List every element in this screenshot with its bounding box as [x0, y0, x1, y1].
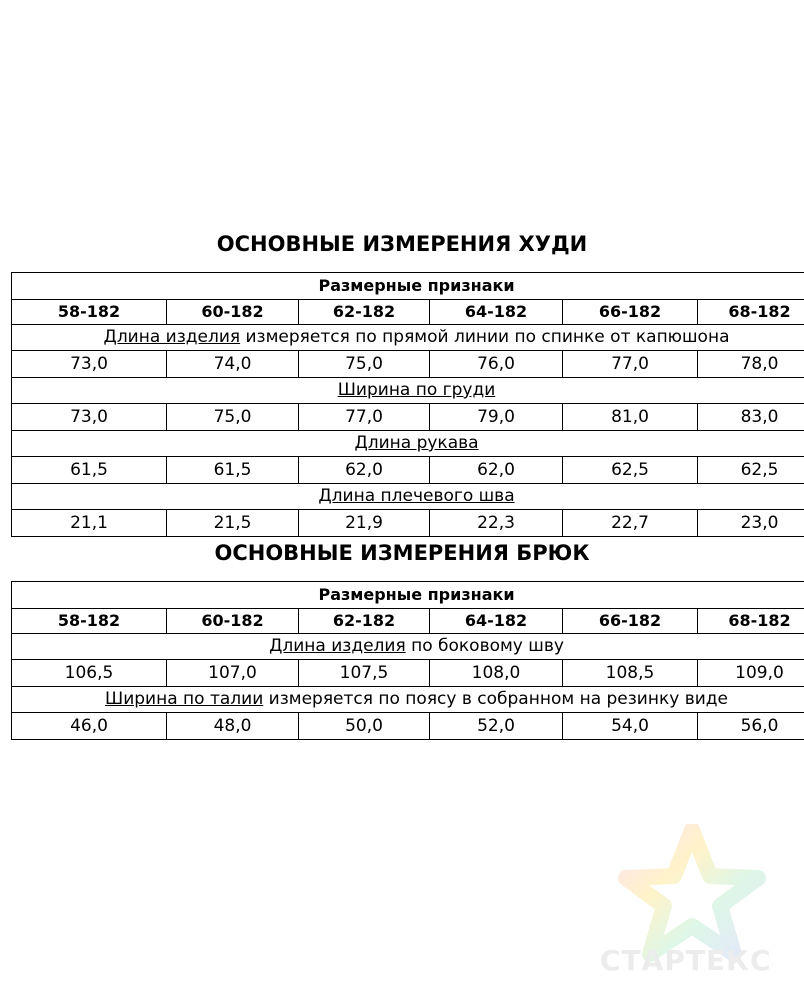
- value-cell: 109,0: [698, 660, 804, 687]
- value-cell: 21,5: [167, 510, 299, 537]
- measurement-description: измеряется по прямой линии по спинке от капюшона: [240, 327, 730, 347]
- value-cell: 107,0: [167, 660, 299, 687]
- values-row: [12, 713, 804, 740]
- values-row: [12, 510, 804, 537]
- value-cell: 48,0: [167, 713, 299, 740]
- header-row: [12, 273, 804, 300]
- value-cell: 77,0: [299, 404, 430, 431]
- size-cell: 60-182: [167, 609, 299, 634]
- value-cell: 62,0: [430, 457, 563, 484]
- value-cell: 54,0: [563, 713, 698, 740]
- measurement-label-row: [12, 431, 804, 457]
- measurement-label: [12, 431, 804, 457]
- pants-title: ОСНОВНЫЕ ИЗМЕРЕНИЯ БРЮК: [214, 541, 590, 565]
- table-header: Размерные признаки: [12, 273, 804, 300]
- value-cell: 108,0: [430, 660, 563, 687]
- value-cell: 78,0: [698, 351, 804, 378]
- value-cell: 22,7: [563, 510, 698, 537]
- value-cell: 73,0: [12, 404, 167, 431]
- measurement-label: [12, 634, 804, 660]
- measurement-description: по боковому шву: [405, 636, 564, 656]
- value-cell: 77,0: [563, 351, 698, 378]
- size-cell: 68-182: [698, 609, 804, 634]
- header-row: [12, 582, 804, 609]
- values-row: [12, 457, 804, 484]
- size-cell: 58-182: [12, 300, 167, 325]
- hoodie-size-table: [11, 272, 804, 537]
- measurement-label: [12, 687, 804, 713]
- value-cell: 108,5: [563, 660, 698, 687]
- value-cell: 61,5: [12, 457, 167, 484]
- sizes-row: [12, 300, 804, 325]
- measurement-name: Длина изделия: [103, 327, 241, 347]
- value-cell: 62,5: [698, 457, 804, 484]
- measurement-label: [12, 378, 804, 404]
- size-cell: 62-182: [299, 300, 430, 325]
- measurement-label: [12, 484, 804, 510]
- value-cell: 107,5: [299, 660, 430, 687]
- measurement-label-row: [12, 484, 804, 510]
- size-cell: 66-182: [563, 609, 698, 634]
- size-cell: 58-182: [12, 609, 167, 634]
- measurement-label-row: [12, 687, 804, 713]
- value-cell: 23,0: [698, 510, 804, 537]
- size-cell: 68-182: [698, 300, 804, 325]
- value-cell: 79,0: [430, 404, 563, 431]
- size-cell: 62-182: [299, 609, 430, 634]
- value-cell: 73,0: [12, 351, 167, 378]
- value-cell: 74,0: [167, 351, 299, 378]
- value-cell: 75,0: [299, 351, 430, 378]
- measurement-label-row: [12, 378, 804, 404]
- value-cell: 75,0: [167, 404, 299, 431]
- watermark-text: СТАРТЕКС: [600, 944, 772, 977]
- measurement-label: [12, 325, 804, 351]
- hoodie-title: ОСНОВНЫЕ ИЗМЕРЕНИЯ ХУДИ: [216, 232, 588, 256]
- measurement-label-row: [12, 634, 804, 660]
- value-cell: 83,0: [698, 404, 804, 431]
- measurement-name: Длина изделия: [269, 636, 406, 656]
- measurement-description: измеряется по поясу в собранном на резинку виде: [263, 689, 728, 709]
- measurement-label-row: [12, 325, 804, 351]
- value-cell: 21,9: [299, 510, 430, 537]
- value-cell: 56,0: [698, 713, 804, 740]
- value-cell: 106,5: [12, 660, 167, 687]
- table-header: Размерные признаки: [12, 582, 804, 609]
- sizes-row: [12, 609, 804, 634]
- values-row: [12, 351, 804, 378]
- value-cell: 50,0: [299, 713, 430, 740]
- values-row: [12, 660, 804, 687]
- value-cell: 46,0: [12, 713, 167, 740]
- measurement-name: Длина плечевого шва: [318, 486, 515, 506]
- value-cell: 21,1: [12, 510, 167, 537]
- value-cell: 62,5: [563, 457, 698, 484]
- size-cell: 60-182: [167, 300, 299, 325]
- value-cell: 76,0: [430, 351, 563, 378]
- size-cell: 64-182: [430, 300, 563, 325]
- value-cell: 61,5: [167, 457, 299, 484]
- size-cell: 64-182: [430, 609, 563, 634]
- pants-size-table: [11, 581, 804, 740]
- value-cell: 52,0: [430, 713, 563, 740]
- measurement-name: Ширина по груди: [337, 380, 496, 400]
- value-cell: 22,3: [430, 510, 563, 537]
- size-cell: 66-182: [563, 300, 698, 325]
- measurement-name: Ширина по талии: [105, 689, 264, 709]
- value-cell: 81,0: [563, 404, 698, 431]
- values-row: [12, 404, 804, 431]
- measurement-name: Длина рукава: [354, 433, 479, 453]
- value-cell: 62,0: [299, 457, 430, 484]
